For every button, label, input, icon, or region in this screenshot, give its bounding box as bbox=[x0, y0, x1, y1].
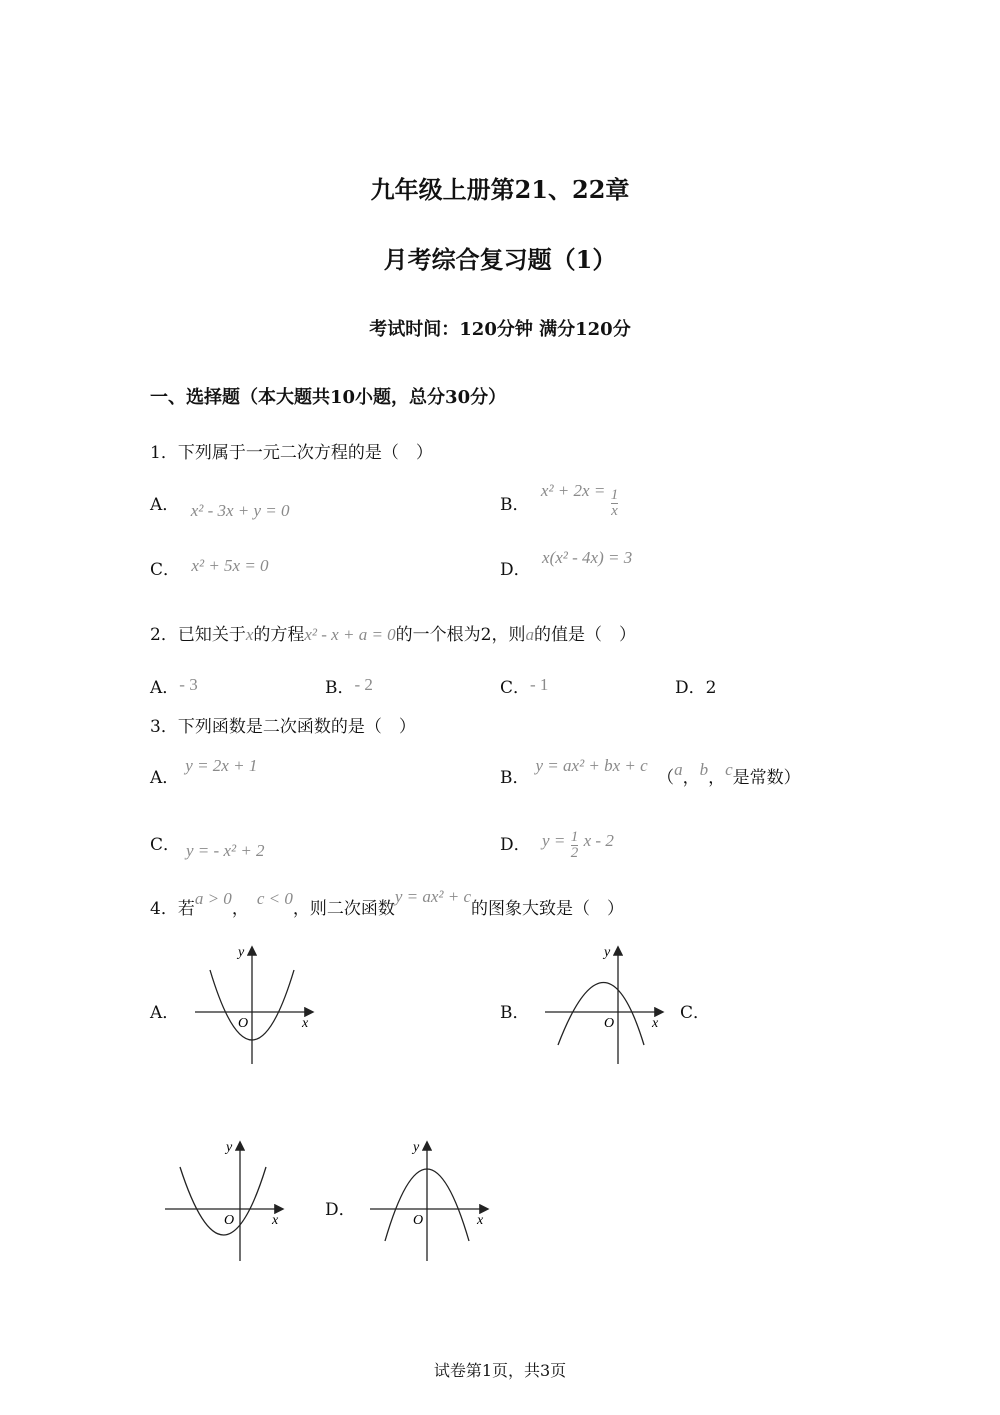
x-label: x bbox=[272, 1213, 279, 1228]
option-label: C． bbox=[150, 835, 181, 855]
question-4-stem bbox=[150, 887, 625, 919]
parabola bbox=[180, 1167, 266, 1235]
q4-stem-text: 的图象大致是（ ） bbox=[471, 899, 625, 919]
option-label: A． bbox=[150, 495, 180, 515]
origin-label: O bbox=[224, 1213, 235, 1228]
option-label: B． bbox=[325, 678, 355, 698]
q1-b-den: x bbox=[611, 503, 618, 519]
graph-d bbox=[365, 1135, 495, 1265]
q3-b-note-c: c bbox=[725, 760, 733, 779]
q1-option-d bbox=[500, 548, 633, 580]
page-footer: 试卷第1页，共3页 bbox=[433, 1361, 567, 1380]
q2-stem-text: 2．已知关于 bbox=[150, 625, 246, 645]
q3-d-fraction bbox=[571, 830, 579, 861]
question-3-stem: 3．下列函数是二次函数的是（ ） bbox=[150, 717, 416, 737]
q1-b-num: 1 bbox=[610, 487, 619, 503]
option-label: D． bbox=[500, 560, 531, 580]
q2-var-a: a bbox=[525, 625, 534, 644]
question-1-stem: 1．下列属于一元二次方程的是（ ） bbox=[150, 443, 433, 463]
q4-option-a-label: A． bbox=[150, 1003, 180, 1023]
q1-option-a bbox=[150, 490, 290, 520]
option-label: A． bbox=[150, 768, 180, 788]
q2-d-value: 2 bbox=[705, 678, 717, 698]
q3-option-a bbox=[150, 756, 258, 788]
option-label: C． bbox=[150, 560, 181, 580]
option-label: D． bbox=[500, 835, 531, 855]
option-label: B． bbox=[500, 495, 530, 515]
x-label: x bbox=[652, 1016, 659, 1031]
q4-cond-c: c < 0 bbox=[256, 889, 293, 908]
q2-var-x: x bbox=[245, 625, 254, 644]
q3-b-note-a: a bbox=[674, 760, 683, 779]
q4-cond-a: a > 0 bbox=[194, 889, 232, 908]
page-subtitle: 月考综合复习题（1） bbox=[383, 245, 617, 274]
q2-stem-text: 的值是（ ） bbox=[534, 625, 636, 645]
graph-a bbox=[190, 940, 320, 1070]
q3-b-note-b: b bbox=[699, 760, 709, 779]
q1-d-expr: x(x² - 4x) = 3 bbox=[542, 548, 633, 567]
q2-option-c bbox=[500, 673, 548, 698]
y-label: y bbox=[604, 945, 611, 960]
q2-option-d bbox=[675, 673, 716, 698]
option-label: B． bbox=[500, 768, 530, 788]
graph-c bbox=[160, 1135, 290, 1265]
page-title: 九年级上册第21、22章 bbox=[370, 175, 630, 204]
q3-d-num: 1 bbox=[570, 829, 579, 845]
q2-a-value: - 3 bbox=[179, 675, 198, 694]
x-label: x bbox=[477, 1213, 484, 1228]
q1-b-expr-left: x² + 2x = bbox=[540, 481, 606, 500]
q4-stem-text: ， bbox=[231, 899, 249, 919]
q3-option-d bbox=[500, 829, 614, 861]
origin-label: O bbox=[413, 1213, 424, 1228]
q3-d-den: 2 bbox=[570, 845, 579, 861]
q3-b-note: ， bbox=[708, 768, 726, 788]
origin-label: O bbox=[238, 1016, 249, 1031]
q2-option-b bbox=[325, 673, 373, 698]
graph-b bbox=[540, 940, 670, 1070]
q3-option-b bbox=[500, 756, 801, 788]
option-label: A． bbox=[150, 678, 180, 698]
option-label: D． bbox=[675, 678, 706, 698]
q1-option-b bbox=[500, 481, 619, 521]
q1-c-expr: x² + 5x = 0 bbox=[191, 556, 269, 575]
q2-stem-text: 的一个根为2，则 bbox=[395, 625, 526, 645]
q3-c-expr: y = - x² + 2 bbox=[186, 841, 265, 860]
y-label: y bbox=[413, 1140, 420, 1155]
q2-stem-text: 的方程 bbox=[253, 625, 305, 645]
q2-equation: x² - x + a = 0 bbox=[304, 625, 396, 644]
q4-function: y = ax² + c bbox=[394, 887, 472, 906]
q3-d-expr-left: y = bbox=[542, 831, 566, 850]
x-label: x bbox=[302, 1016, 309, 1031]
q2-b-value: - 2 bbox=[354, 675, 373, 694]
q3-option-c bbox=[150, 830, 265, 860]
q4-option-b-label: B． bbox=[500, 1003, 530, 1023]
q3-a-expr: y = 2x + 1 bbox=[185, 756, 258, 775]
origin-label: O bbox=[604, 1016, 615, 1031]
q3-b-expr: y = ax² + bx + c bbox=[535, 756, 648, 775]
q3-d-expr-right: x - 2 bbox=[583, 831, 614, 850]
option-label: C． bbox=[500, 678, 531, 698]
q1-b-fraction bbox=[611, 488, 619, 519]
parabola bbox=[558, 983, 644, 1046]
y-label: y bbox=[238, 945, 245, 960]
q4-stem-text: ，则二次函数 bbox=[292, 899, 395, 919]
q3-b-note: 是常数） bbox=[732, 768, 801, 788]
q3-b-note: （ bbox=[657, 768, 675, 788]
q2-c-value: - 1 bbox=[530, 675, 549, 694]
question-2-stem bbox=[150, 620, 636, 645]
q3-b-note: ， bbox=[682, 768, 700, 788]
q2-option-a bbox=[150, 673, 198, 698]
q1-option-c bbox=[150, 555, 269, 580]
q4-stem-text: 4．若 bbox=[150, 899, 195, 919]
q4-option-c-label: C． bbox=[680, 1003, 711, 1023]
exam-info: 考试时间：120分钟 满分120分 bbox=[369, 319, 631, 340]
section-heading: 一、选择题（本大题共10小题，总分30分） bbox=[150, 387, 507, 408]
y-label: y bbox=[226, 1140, 233, 1155]
q1-a-expr: x² - 3x + y = 0 bbox=[190, 501, 290, 520]
q4-option-d-label: D． bbox=[325, 1200, 356, 1220]
